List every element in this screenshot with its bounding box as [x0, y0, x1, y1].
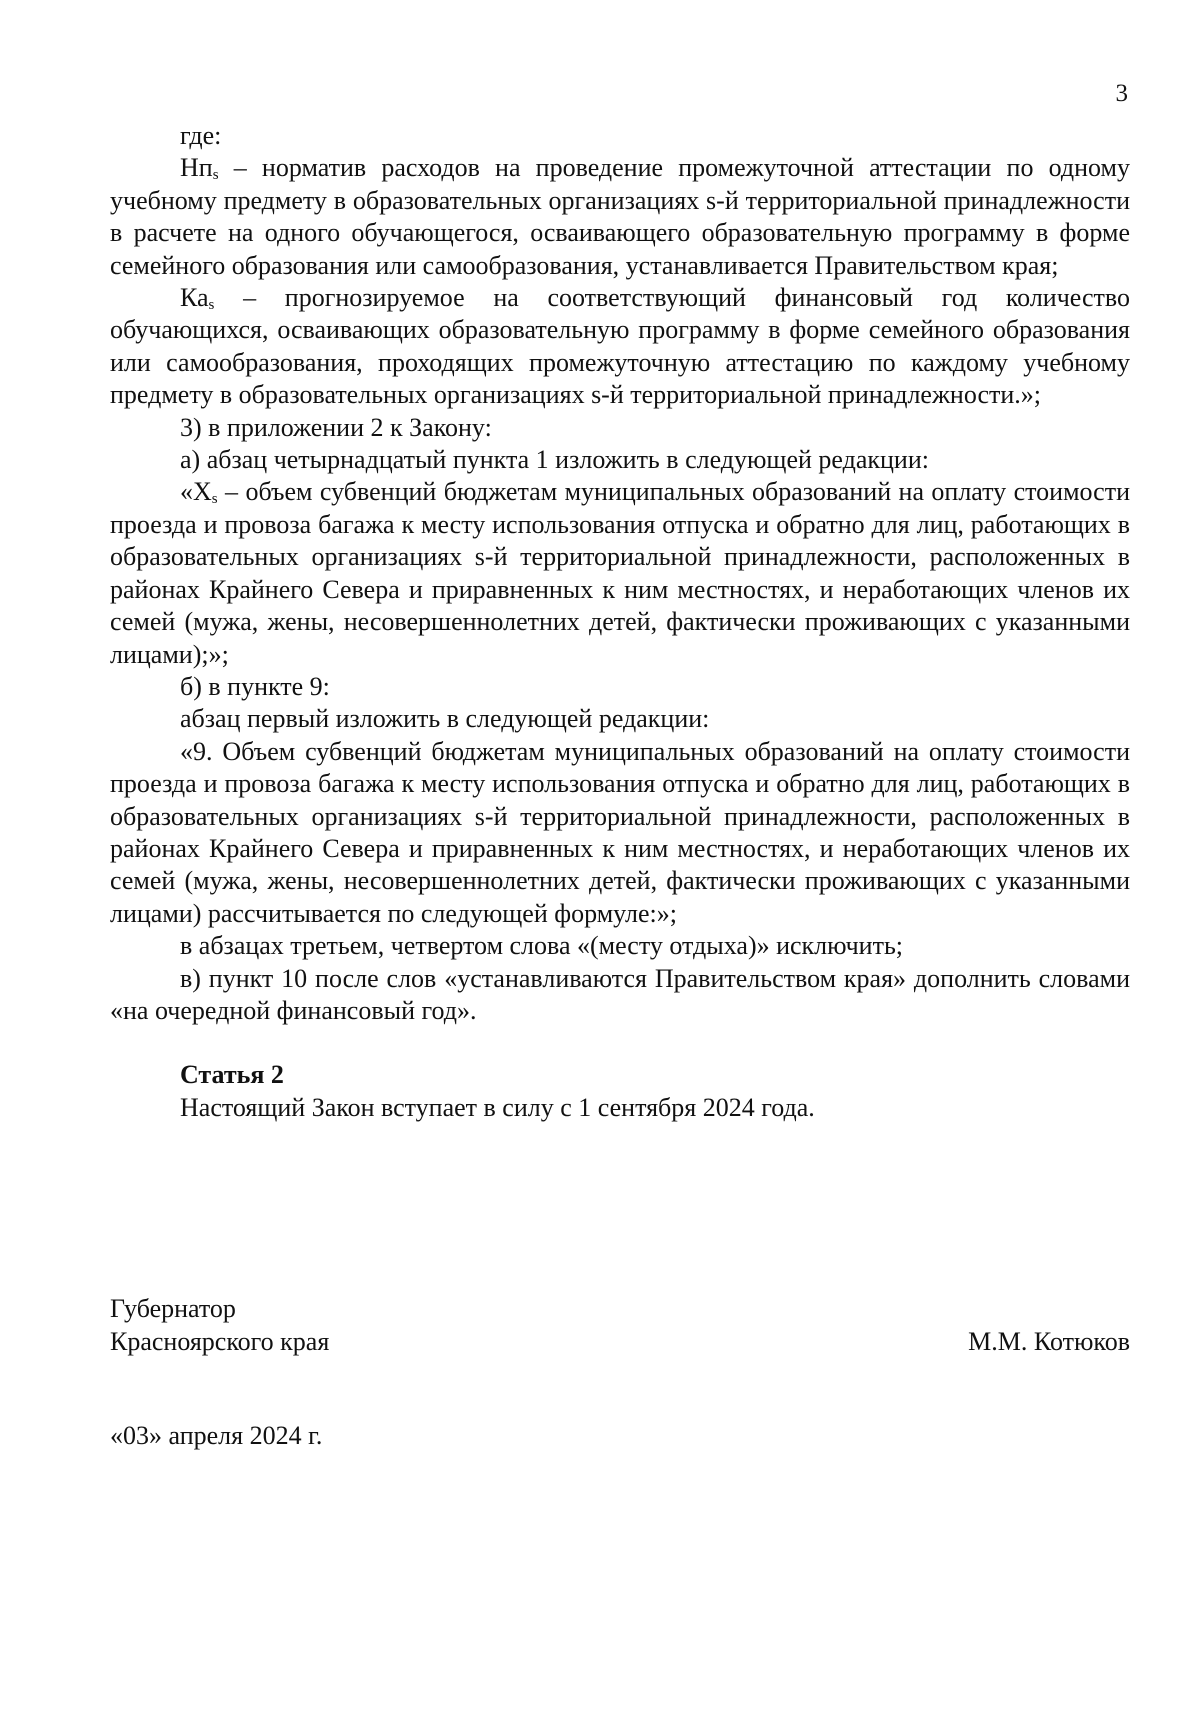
signature-block: [110, 1292, 1130, 1358]
xs-prefix: «X: [180, 477, 212, 507]
item-a: а) абзац четырнадцатый пункта 1 изложить в следующей редакции:: [180, 445, 929, 475]
xs-subscript: s: [211, 491, 218, 508]
intro-line: где:: [180, 121, 222, 150]
signature-row: [110, 1325, 1130, 1358]
xs-definition-text: – объем субвенций бюджетам муниципальных образований на оплату стоимости проезда и провоза багажа к месту использования отпуска и обратно для лиц, работающих в образовательных организациях s-й территориальной принадлежности, расположенных в районах Крайнего Севера и приравненных к ним местностях, и неработающих членов их семей (мужа, жены, несовершеннолетних детей, фактически проживающих с указанными лицами);»;: [110, 477, 1130, 669]
hn-definition-text: – норматив расходов на проведение промежуточной аттестации по одному учебному предмету в образовательных организациях s-й территориальной принадлежности в расчете на одного обучающегося, осваивающего образовательную программу в форме семейного образования или самообразования, устанавливается Правительством края;: [110, 153, 1130, 280]
paragraph-hn-definition: [110, 152, 1130, 282]
item-b: б) в пункте 9:: [180, 671, 330, 701]
signature-position-line2: Красноярского края: [110, 1327, 330, 1356]
signatory-name: М.М. Котюков: [968, 1327, 1130, 1356]
article-2-text: Настоящий Закон вступает в силу с 1 сентября 2024 года.: [180, 1092, 815, 1122]
item-3: 3) в приложении 2 к Закону:: [180, 412, 492, 442]
item-v: в) пункт 10 после слов «устанавливаются Правительством края» дополнить словами «на очередной финансовый год».: [110, 963, 1130, 1025]
document-date: «03» апреля 2024 г.: [110, 1421, 323, 1450]
hn-subscript: s: [212, 167, 219, 184]
ka-symbol: Ка: [180, 283, 209, 313]
signature-position-line1: Губернатор: [110, 1294, 236, 1323]
hn-symbol: Нп: [180, 153, 213, 183]
article-2-title: Статья 2: [180, 1060, 284, 1090]
paragraph-xs-definition: [110, 476, 1130, 670]
item-b-first-paragraph: абзац первый изложить в следующей редакции:: [180, 704, 710, 734]
page-number: 3: [1115, 80, 1128, 107]
ka-definition-text: – прогнозируемое на соответствующий финансовый год количество обучающихся, осваивающих образовательную программу в форме семейного образования или самообразования, проходящих промежуточную аттестацию по каждому учебному предмету в образовательных организациях s-й территориальной принадлежности.»;: [110, 283, 1130, 410]
item-b-third-fourth: в абзацах третьем, четвертом слова «(месту отдыха)» исключить;: [180, 931, 904, 961]
ka-subscript: s: [208, 297, 215, 314]
paragraph-point-9: «9. Объем субвенций бюджетам муниципальных образований на оплату стоимости проезда и провоза багажа к месту использования отпуска и обратно для лиц, работающих в образовательных организациях s-й территориальной принадлежности, расположенных в районах Крайнего Севера и приравненных к ним местностях, и неработающих членов их семей (мужа, жены, несовершеннолетних детей, фактически проживающих с указанными лицами) рассчитывается по следующей формуле:»;: [110, 736, 1130, 928]
document-body: [110, 120, 1130, 1124]
paragraph-ka-definition: [110, 282, 1130, 412]
